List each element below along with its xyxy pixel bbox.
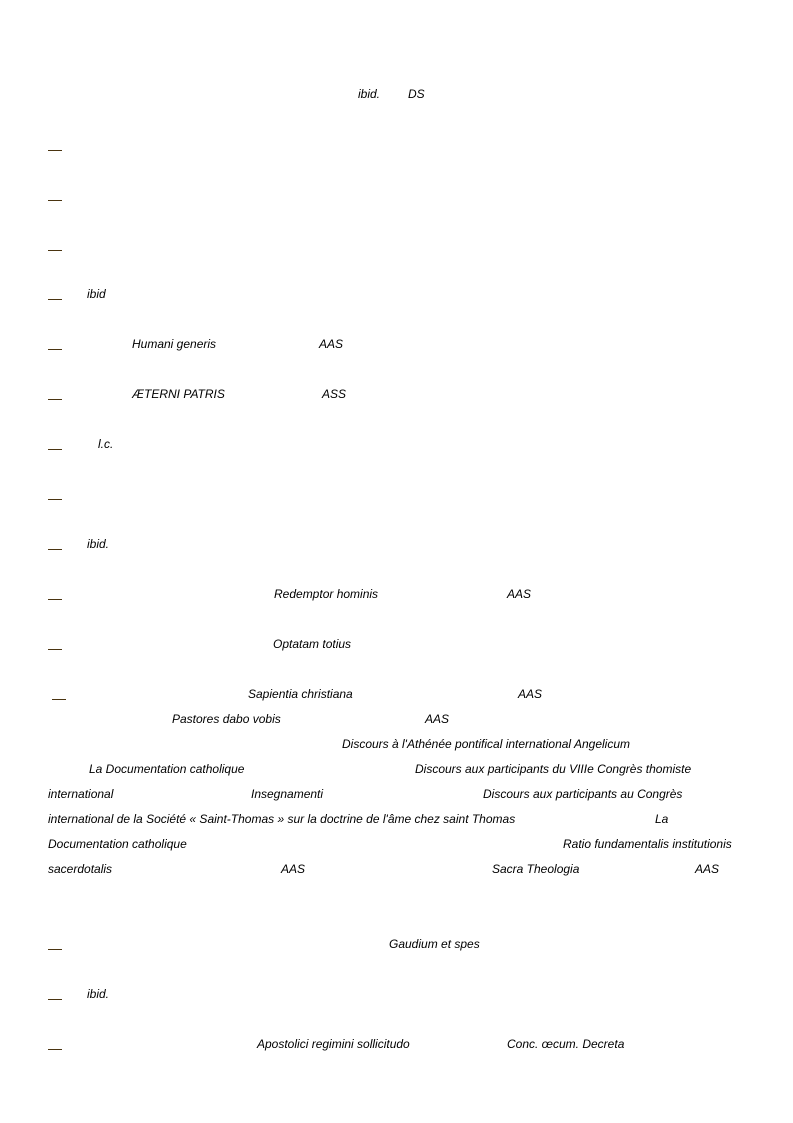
note-text: international [48, 787, 114, 801]
note-title: Apostolici regimini sollicitudo [257, 1037, 410, 1051]
note-title: Gaudium et spes [389, 937, 480, 951]
note-source: AAS [319, 337, 344, 351]
note-ibid: ibid. [87, 987, 110, 1001]
footnote-dash [48, 649, 62, 650]
note-text: Discours aux participants du VIIIe Congrès thomiste [415, 762, 692, 776]
footnote-dash [48, 949, 62, 950]
note-lc: l.c. [98, 437, 114, 451]
note-text: Discours à l'Athénée pontifical international Angelicum [342, 737, 631, 751]
footnote-dash [48, 1049, 62, 1050]
note-source: AAS [695, 862, 720, 876]
note-title: Sacra Theologia [492, 862, 580, 876]
note-text: Insegnamenti [251, 787, 324, 801]
note-ibid: ibid. [87, 537, 110, 551]
note-source: Conc. œcum. Decreta [507, 1037, 625, 1051]
header-ds: DS [408, 87, 425, 101]
note-text: Discours aux participants au Congrès [483, 787, 683, 801]
note-title: Sapientia christiana [248, 687, 353, 701]
header-ibid: ibid. [358, 87, 381, 101]
footnote-dash [48, 549, 62, 550]
footnote-dash [48, 599, 62, 600]
note-text: sacerdotalis [48, 862, 113, 876]
note-title: Optatam totius [273, 637, 352, 651]
footnote-dash [48, 399, 62, 400]
note-text: Documentation catholique [48, 837, 187, 851]
note-source: ASS [322, 387, 347, 401]
note-title: Pastores dabo vobis [172, 712, 281, 726]
note-text: La [655, 812, 669, 826]
note-title: Redemptor hominis [274, 587, 379, 601]
footnote-dash [48, 250, 62, 251]
footnote-dash [48, 150, 62, 151]
note-source: AAS [507, 587, 532, 601]
note-source: AAS [425, 712, 450, 726]
footnote-dash [48, 299, 62, 300]
footnote-dash [48, 449, 62, 450]
footnote-dash [48, 999, 62, 1000]
note-text: La Documentation catholique [89, 762, 245, 776]
footnote-dash [52, 699, 66, 700]
note-text: international de la Société « Saint-Thomas » sur la doctrine de l'âme chez saint Thomas [48, 812, 516, 826]
footnote-dash [48, 499, 62, 500]
note-title: Humani generis [132, 337, 217, 351]
note-source: AAS [518, 687, 543, 701]
note-title: ÆTERNI PATRIS [132, 387, 225, 401]
note-text: Ratio fundamentalis institutionis [563, 837, 732, 851]
note-ibid: ibid [87, 287, 106, 301]
footnote-dash [48, 349, 62, 350]
note-source: AAS [281, 862, 306, 876]
footnote-dash [48, 200, 62, 201]
